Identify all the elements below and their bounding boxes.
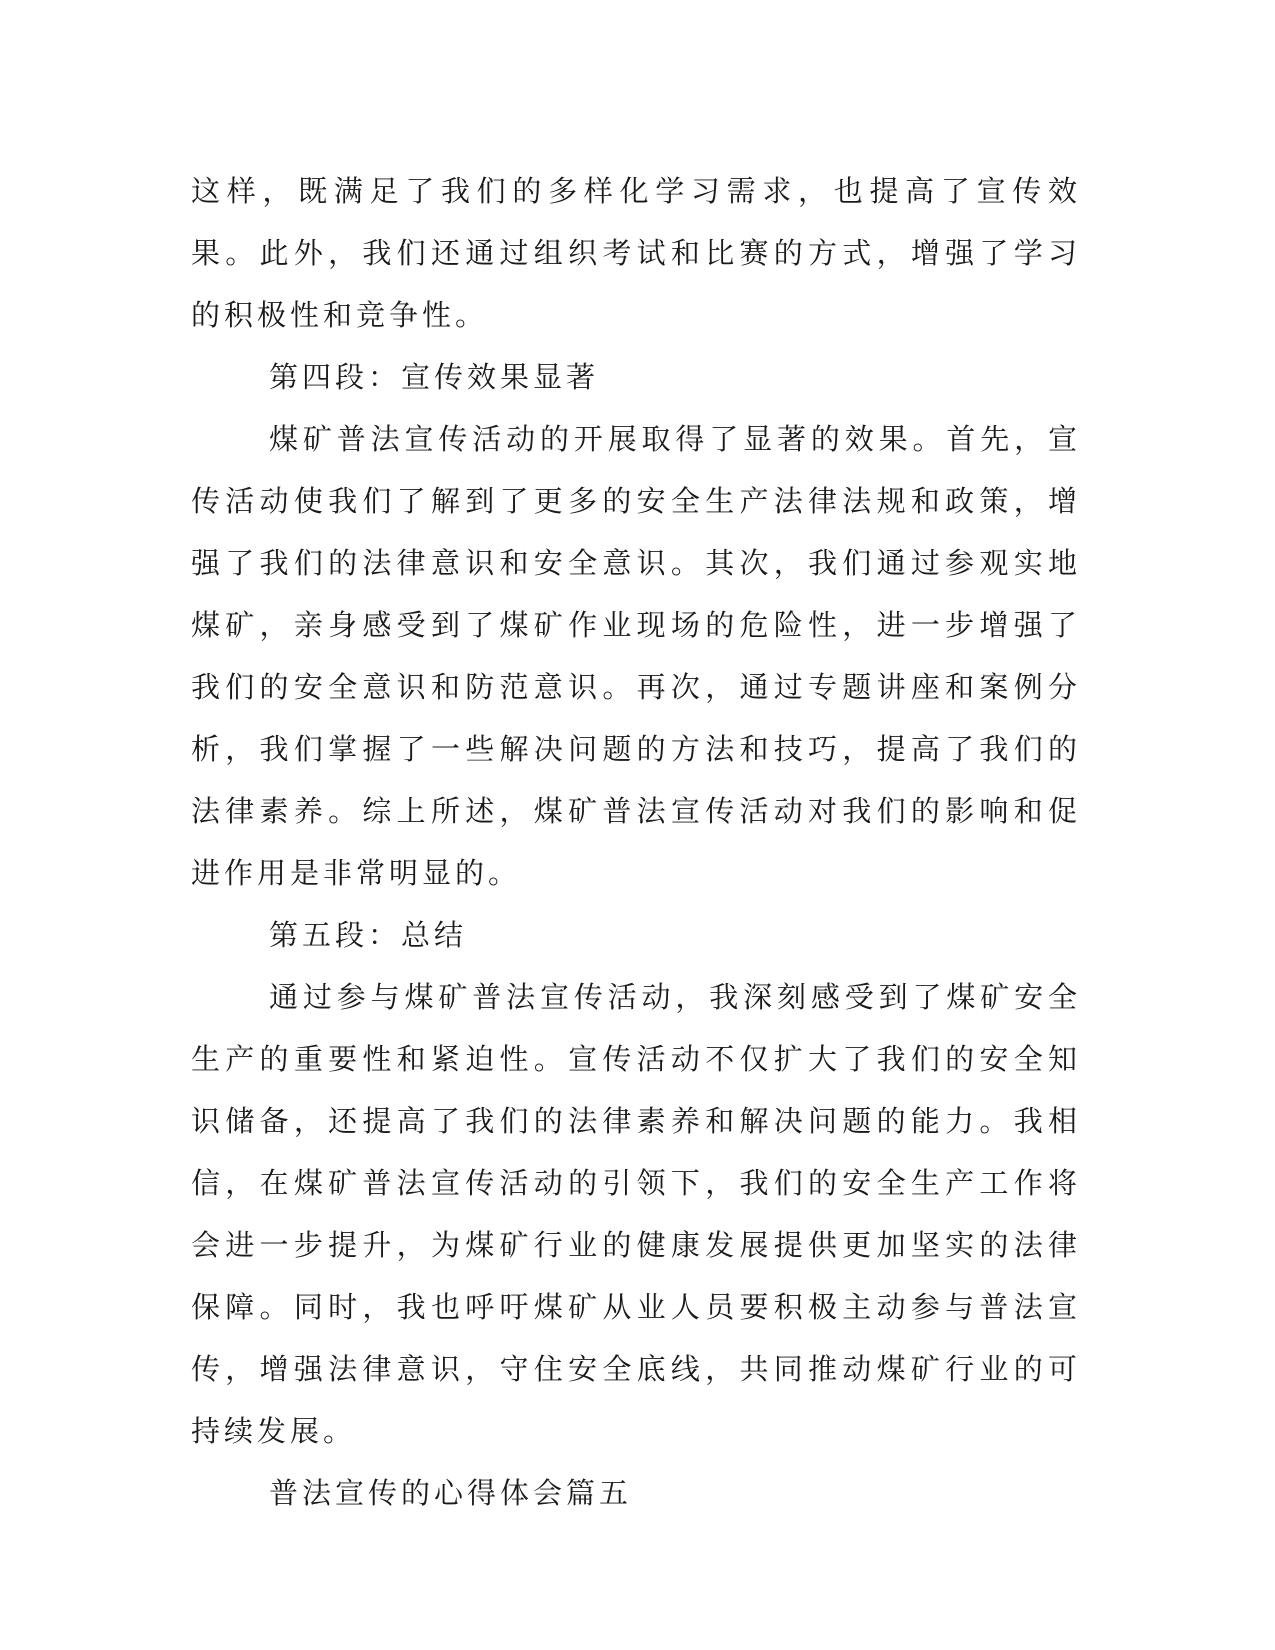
paragraph-section-4: 煤矿普法宣传活动的开展取得了显著的效果。首先，宣传活动使我们了解到了更多的安全生产法律法规和政策，增强了我们的法律意识和安全意识。其次，我们通过参观实地煤矿，亲身感受到了煤矿作业现场的危险性，进一步增强了我们的安全意识和防范意识。再次，通过专题讲座和案例分析，我们掌握了一些解决问题的方法和技巧，提高了我们的法律素养。综上所述，煤矿普法宣传活动对我们的影响和促进作用是非常明显的。: [191, 422, 1081, 890]
article-title-part-5: 普法宣传的心得体会篇五: [269, 1476, 633, 1510]
paragraph-section-5: 通过参与煤矿普法宣传活动，我深刻感受到了煤矿安全生产的重要性和紧迫性。宣传活动不仅扩大了我们的安全知识储备，还提高了我们的法律素养和解决问题的能力。我相信，在煤矿普法宣传活动的引领下，我们的安全生产工作将会进一步提升，为煤矿行业的健康发展提供更加坚实的法律保障。同时，我也呼吁煤矿从业人员要积极主动参与普法宣传，增强法律意识，守住安全底线，共同推动煤矿行业的可持续发展。: [191, 980, 1081, 1448]
paragraph-continuation: 这样，既满足了我们的多样化学习需求，也提高了宣传效果。此外，我们还通过组织考试和比赛的方式，增强了学习的积极性和竞争性。: [191, 174, 1081, 332]
document-body: [191, 160, 1081, 1524]
section-heading-4: 第四段：宣传效果显著: [269, 360, 600, 394]
section-heading-5: 第五段：总结: [269, 918, 468, 952]
